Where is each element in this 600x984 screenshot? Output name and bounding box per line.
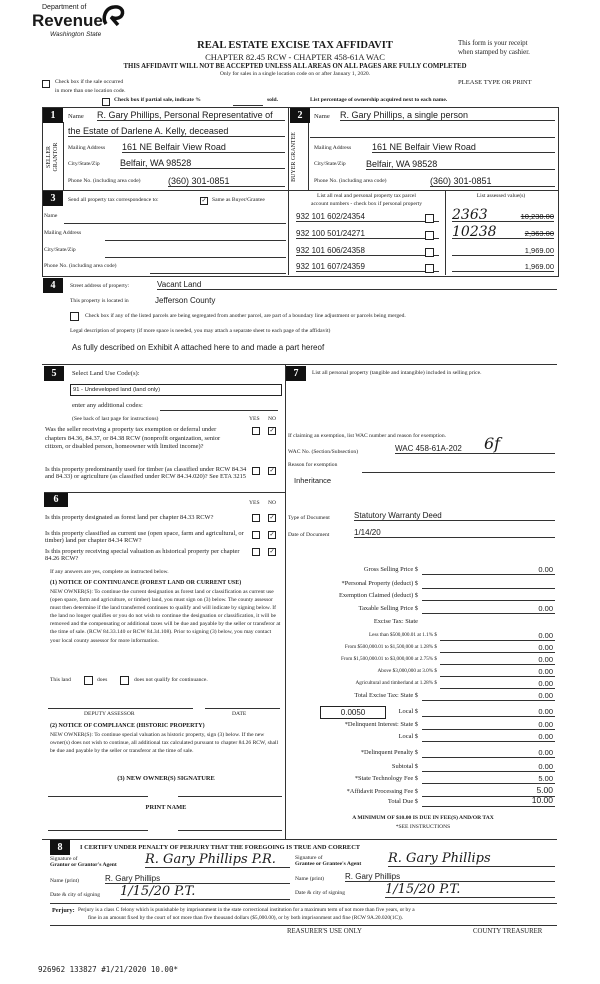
tax-row-value: 10.00 (531, 795, 553, 805)
logo-dept: Department of (42, 4, 87, 11)
s6-no-header: NO (268, 500, 277, 506)
segregated-label: Check box if any of the listed parcels are being segregated from another parcel, are part of a boundary line adjustment or parcels being merged. (85, 313, 406, 319)
correspondence-name-label: Name (44, 213, 58, 219)
buyer-name-label: Name (314, 113, 330, 120)
buyer-side-divider (308, 122, 309, 190)
legal-label: Legal description of property (if more space is needed, you may attach a separate sheet to each page of the affidavit) (70, 328, 331, 334)
grantor-signature-field[interactable]: R. Gary Phillips P.R. (145, 852, 290, 868)
tax-row-field[interactable] (422, 574, 555, 575)
tax-row-field[interactable] (440, 676, 555, 677)
assessed-header: List assessed value(s) (476, 193, 526, 199)
local-rate-value: 0.0050 (340, 708, 366, 717)
buyer-side-label: BUYER GRANTEE (291, 132, 297, 182)
correspondence-mail-field[interactable] (105, 240, 286, 241)
local-rate-box (320, 706, 386, 719)
grantor-date-label: Date & city of signing (50, 892, 101, 898)
notice-continuance-title: (1) NOTICE OF CONTINUANCE (FOREST LAND OR CURRENT USE) (50, 580, 242, 586)
tax-row-label: Agricultural and timberland at 1.28% $ (355, 680, 437, 686)
form-warning: THIS AFFIDAVIT WILL NOT BE ACCEPTED UNLESS ALL AREAS ON ALL PAGES ARE FULLY COMPLETED (123, 63, 467, 70)
parcel-number-field[interactable]: 932 101 606/24358 (296, 246, 439, 256)
section4-bottom-line (42, 364, 557, 365)
form-title: REAL ESTATE EXCISE TAX AFFIDAVIT (197, 40, 393, 51)
partial-sale-checkbox[interactable] (102, 98, 110, 106)
correspondence-phone-label: Phone No. (including area code) (44, 263, 117, 269)
assessed-value-field[interactable]: 10,238.00 (452, 212, 554, 222)
tax-row-value: 0.00 (538, 748, 553, 757)
deputy-assessor-label: DEPUTY ASSESSOR (84, 711, 135, 717)
tax-row-value: 0.00 (538, 691, 553, 700)
tax-row-field[interactable] (440, 664, 555, 665)
grantee-sig-label-1: Signature of (295, 855, 323, 861)
tax-row-value: 0.00 (538, 565, 553, 574)
buyer-name-field-2[interactable] (310, 126, 555, 138)
s6-question-3: Is this property receiving special valuation as historical property per chapter 84.26 RCW? (45, 548, 240, 562)
land-use-code-value: 91 - Undeveloped land (land only) (73, 387, 161, 393)
seller-mail-field[interactable]: 161 NE Belfair View Road (122, 142, 285, 153)
grantee-sig-label-2: Grantee or Grantee's Agent (295, 861, 362, 867)
tax-row-field[interactable] (422, 771, 555, 772)
assessed-value-field[interactable]: 2,363.00 (452, 229, 554, 239)
segregated-checkbox[interactable] (70, 312, 79, 321)
print-name-line-1[interactable] (48, 830, 148, 831)
parcel-header-2: account numbers - check box if personal property (310, 201, 423, 207)
tax-row-label: From $1,500,000.01 to $3,000,000 at 2.75% $ (341, 656, 437, 662)
tax-row-label: Excise Tax: State (373, 618, 418, 625)
land-use-code-select[interactable] (70, 384, 282, 396)
s6-q1-no-checkbox[interactable]: ✓ (269, 515, 275, 521)
grantee-name-label: Name (print) (295, 876, 325, 882)
same-as-buyer-label: Same as Buyer/Grantee (212, 197, 265, 203)
doc-date-label: Date of Document (288, 532, 330, 538)
personal-property-checkbox[interactable] (425, 248, 434, 257)
tax-row-label: *State Technology Fee $ (354, 775, 418, 782)
buyer-city-label: City/State/Zip (314, 161, 346, 167)
send-correspondence-label: Send all property tax correspondence to: (68, 197, 159, 203)
sold-label: sold. (267, 97, 279, 103)
correspondence-city-field[interactable] (105, 257, 286, 258)
s5-q2-yes-checkbox[interactable] (252, 467, 260, 475)
see-instructions: *SEE INSTRUCTIONS (395, 824, 451, 830)
tax-row-value: 0.00 (538, 707, 553, 716)
s6-q2-no-checkbox[interactable]: ✓ (269, 532, 275, 538)
does-not-qualify-checkbox[interactable] (120, 676, 129, 685)
treasurer-use-only: REASURER'S USE ONLY (287, 928, 362, 935)
buyer-mail-field[interactable]: 161 NE Belfair View Road (372, 142, 555, 153)
tax-row-value: 0.00 (538, 667, 553, 676)
tax-row-label: *Delinquent Penalty $ (360, 749, 418, 756)
tax-row-field[interactable] (422, 806, 555, 807)
seller-mail-label: Mailing Address (68, 145, 106, 151)
personal-property-checkbox[interactable] (425, 214, 434, 223)
tax-row-field[interactable] (422, 716, 555, 717)
correspondence-phone-field[interactable] (150, 273, 286, 274)
additional-codes-label: enter any additional codes: (72, 402, 143, 409)
perjury-text-2: fine in an amount fixed by the court of not more than five thousand dollars ($5,000.00), or by both imprisonment and fine (RCW 9A.20.020(1C)). (88, 915, 404, 921)
perjury-text-1: Perjury is a class C felony which is punishable by imprisonment in the state correctional institution for a maximum term of not more than five years, or by a (78, 907, 415, 913)
tax-row-field[interactable] (422, 729, 555, 730)
tax-row-field[interactable] (422, 741, 555, 742)
section-7-number: 7 (286, 366, 306, 381)
same-as-buyer-checkbox[interactable]: ✓ (201, 198, 207, 204)
this-land-label: This land (50, 677, 71, 683)
tax-row-label: Taxable Selling Price $ (358, 605, 418, 612)
seller-side-divider (63, 122, 64, 190)
tax-row-label: Local $ (398, 733, 418, 740)
cashier-stamp: 926962 133827 #1/21/2020 10.00* (38, 965, 178, 974)
buyer-mail-label: Mailing Address (314, 145, 352, 151)
perjury-label: Perjury: (52, 907, 75, 914)
additional-codes-field[interactable] (160, 410, 278, 411)
personal-property-label: List all personal property (tangible and intangible) included in selling price. (312, 370, 482, 376)
new-owner-signature-line-1[interactable] (48, 796, 148, 797)
seller-side-label: SELLER GRANTOR (46, 142, 59, 172)
tax-row-label: Gross Selling Price $ (363, 566, 418, 573)
s6-q3-no-checkbox[interactable]: ✓ (269, 549, 275, 555)
land-use-label: Select Land Use Code(s): (72, 370, 140, 377)
notice-compliance-body: NEW OWNER(S): To continue special valuation as historic property, sign (3) below. If the new owner(s) does not wish to continue, all additional tax calculated pursuant to chapter 84.26 RCW, shall be due and payable by the seller or transferor at the time of sale. (50, 732, 279, 755)
print-name-line-2[interactable] (178, 830, 282, 831)
county-treasurer: COUNTY TREASURER (473, 928, 543, 935)
tax-row-value: 0.00 (538, 762, 553, 771)
notice-compliance-title: (2) NOTICE OF COMPLIANCE (HISTORIC PROPERTY) (50, 723, 205, 729)
s6-question-1: Is this property designated as forest land per chapter 84.33 RCW? (45, 514, 214, 521)
section-2-number: 2 (290, 108, 310, 123)
certify-statement: I CERTIFY UNDER PENALTY OF PERJURY THAT THE FOREGOING IS TRUE AND CORRECT (80, 844, 361, 851)
tax-row-label: From $500,000.01 to $1,500,000 at 1.28% $ (344, 644, 437, 650)
tax-row-label: Total Excise Tax: State $ (354, 692, 418, 699)
tax-row-value: 0.00 (538, 655, 553, 664)
perjury-top-line (50, 903, 557, 904)
section-1-number: 1 (43, 108, 63, 123)
assessed-value-field[interactable]: 1,969.00 (452, 246, 554, 256)
s5-yes-header: YES (249, 416, 260, 422)
if-any-yes: If any answers are yes, complete as instructed below. (50, 569, 169, 575)
form-chapter: CHAPTER 82.45 RCW - CHAPTER 458-61A WAC (205, 52, 385, 62)
grantor-sig-label-2: Grantor or Grantor's Agent (50, 862, 117, 868)
tax-row-label: Exemption Claimed (deduct) $ (339, 592, 418, 599)
column-divider (288, 107, 289, 275)
logo (32, 4, 136, 44)
grantor-date-field[interactable]: 1/15/20 P.T. (120, 884, 290, 900)
section-4-number: 4 (43, 278, 63, 293)
seller-name-field-2[interactable]: the Estate of Darlene A. Kelly, deceased (68, 126, 285, 137)
assessor-date-line[interactable] (205, 708, 280, 709)
section3-top-line (42, 190, 558, 191)
parcel-number-field[interactable]: 932 100 501/24271 (296, 229, 439, 239)
does-label: does (97, 677, 108, 683)
section-8-number: 8 (50, 840, 70, 855)
s6-q2-yes-checkbox[interactable] (252, 531, 260, 539)
new-owner-signature-label: (3) NEW OWNER(S) SIGNATURE (117, 775, 215, 782)
tax-row-field[interactable] (422, 600, 555, 601)
seller-city-label: City/State/Zip (68, 161, 100, 167)
revenue-logo-icon (100, 4, 126, 28)
multi-location-label-2: in more than one location code. (55, 88, 126, 94)
print-name-label: PRINT NAME (145, 804, 187, 811)
correspondence-name-field[interactable] (64, 223, 286, 224)
seller-name-field[interactable]: R. Gary Phillips, Personal Representative of (97, 110, 285, 121)
wac-field[interactable]: WAC 458-61A-202 (395, 444, 555, 454)
notice-continuance-body: NEW OWNER(S): To continue the current designation as forest land or classification as current use (open space, farm and agriculture, or timber) land, you must sign on (3) below. The county assessor must then determine if the land transferred continues to qualify and will indicate by signing below. If the land no longer qualifies or you do not wish to continue the designation or classification, it will be removed and the compensating or additional taxes will be due and payable by the seller or transferor at the time of sale. (RCW 84.33.140 or RCW 84.34.108). Prior to signing (3) below, you may contact your local county assessor for more information. (50, 589, 281, 644)
seller-name-label: Name (68, 113, 84, 120)
street-label: Street address of property: (70, 283, 130, 289)
tax-row-field[interactable] (440, 652, 555, 653)
does-qualify-checkbox[interactable] (84, 676, 93, 685)
tax-row-label: Above $3,000,000 at 3.0% $ (377, 668, 437, 674)
assessed-divider (445, 190, 446, 275)
s5-q1-yes-checkbox[interactable] (252, 427, 260, 435)
tax-row-field[interactable] (422, 700, 555, 701)
tax-row-label: *Delinquent Interest: State $ (344, 721, 418, 728)
s5-q1-no-checkbox[interactable]: ✓ (269, 428, 275, 434)
partial-percent-field[interactable] (233, 105, 263, 106)
parcel-number-field[interactable]: 932 101 602/24354 (296, 212, 439, 222)
doc-type-field[interactable]: Statutory Warranty Deed (354, 511, 555, 521)
correspondence-mail-label: Mailing Address (44, 230, 82, 236)
tax-row-value: 0.00 (538, 643, 553, 652)
assessed-value-correction: 10238 (452, 224, 497, 240)
section-6-number: 6 (44, 492, 68, 507)
lower-divider (285, 365, 286, 839)
s6-question-2: Is this property classified as current use (open space, farm and agricultural, or timber) land per chapter 84.34 RCW? (45, 530, 244, 544)
section8-top-line (42, 839, 557, 840)
doc-type-label: Type of Document (288, 515, 330, 521)
s5-question-2: Is this property predominantly used for timber (as classified under RCW 84.34 and 84.33) or agriculture (as classified under RCW 84.34.020)? See ETA 3215 (45, 466, 247, 481)
seller-phone-label: Phone No. (including area code) (68, 178, 141, 184)
parcel-header-1: List all real and personal property tax parcel (317, 193, 416, 199)
receipt-note-2: when stamped by cashier. (458, 48, 530, 56)
tax-row-field[interactable] (422, 613, 555, 614)
personal-property-checkbox[interactable] (425, 264, 434, 273)
partial-sale-label: Check box if partial sale, indicate % (114, 97, 201, 103)
legal-description-field[interactable]: As fully described on Exhibit A attached here to and made a part hereof (72, 343, 325, 352)
tax-row-value: 0.00 (538, 732, 553, 741)
tax-row-field[interactable] (440, 688, 555, 689)
grantor-name-label: Name (print) (50, 878, 80, 884)
section-3-number: 3 (43, 191, 63, 206)
wac-label: WAC No. (Section/Subsection) (288, 449, 359, 455)
reason-field[interactable]: Inheritance (294, 476, 332, 485)
tax-row-value: 0.00 (538, 631, 553, 640)
s5-no-header: NO (268, 416, 277, 422)
seller-city-field[interactable]: Belfair, WA 98528 (120, 158, 285, 169)
logo-state: Washington State (50, 31, 102, 38)
tax-row-value: 0.00 (538, 679, 553, 688)
section-5-number: 5 (44, 366, 64, 381)
reason-line[interactable] (362, 472, 555, 473)
list-percentage: List percentage of ownership acquired next to each name. (310, 97, 448, 103)
street-field[interactable]: Vacant Land (157, 280, 557, 290)
deputy-assessor-line[interactable] (48, 708, 193, 709)
grantee-date-field[interactable]: 1/15/20 P.T. (385, 882, 555, 898)
s6-q3-yes-checkbox[interactable] (252, 548, 260, 556)
grantee-name-field[interactable]: R. Gary Phillips (345, 872, 555, 882)
tax-row-value: 0.00 (538, 720, 553, 729)
tax-row-field[interactable] (422, 783, 555, 784)
grantee-date-label: Date & city of signing (295, 890, 346, 896)
tax-row-value: 0.00 (538, 604, 553, 613)
tax-row-label: Subtotal $ (391, 763, 418, 770)
located-field[interactable]: Jefferson County (155, 296, 216, 305)
tax-row-label: *Personal Property (deduct) $ (341, 580, 418, 587)
s6-yes-header: YES (249, 500, 260, 506)
tax-row-value: 5.00 (536, 785, 553, 795)
tax-row-field[interactable] (440, 640, 555, 641)
multi-location-label: Check box if the sale occurred (55, 79, 124, 85)
buyer-name-field[interactable]: R. Gary Phillips, a single person (340, 110, 555, 121)
grantor-sig-label-1: Signature of (50, 856, 78, 862)
exemption-label: If claiming an exemption, list WAC number and reason for exemption. (288, 433, 447, 439)
tax-row-value: 5.00 (538, 774, 553, 783)
located-label: This property is located in (70, 298, 129, 304)
perjury-bottom-line (50, 925, 557, 926)
see-back-note: (See back of last page for instructions) (72, 416, 159, 422)
buyer-phone-label: Phone No. (including area code) (314, 178, 387, 184)
s6-q1-yes-checkbox[interactable] (252, 514, 260, 522)
grantee-signature-field[interactable]: R. Gary Phillips (388, 851, 555, 867)
please-type: PLEASE TYPE OR PRINT (458, 79, 532, 86)
section6-top-line (44, 492, 285, 493)
minimum-due-note: A MINIMUM OF $10.00 IS DUE IN FEE(S) AND/OR TAX (352, 815, 494, 821)
s5-question-1: Was the seller receiving a property tax exemption or deferral under chapters 84.36, 84.37, or 84.38 RCW (nonprofit organization, senior citizen, or disabled person, homeowner with limited income)? (45, 426, 221, 451)
only-for: Only for sales in a single location code on or after January 1, 2020. (219, 71, 371, 77)
buyer-phone-field[interactable]: (360) 301-0851 (430, 176, 555, 187)
buyer-city-field[interactable]: Belfair, WA 98528 (366, 159, 555, 170)
receipt-note-1: This form is your receipt (458, 39, 528, 47)
reason-label: Reason for exemption (288, 462, 338, 468)
tax-row-label: Less than $500,000.01 at 1.1% $ (368, 632, 437, 638)
assessed-value-correction: 2363 (452, 207, 488, 223)
new-owner-signature-line-2[interactable] (178, 796, 282, 797)
assessed-value-field[interactable]: 1,969.00 (452, 262, 554, 272)
s5-q2-no-checkbox[interactable]: ✓ (269, 468, 275, 474)
personal-property-checkbox[interactable] (425, 231, 434, 240)
does-not-label: does not qualify for continuance. (134, 677, 208, 683)
tax-row-field[interactable] (422, 588, 555, 589)
doc-date-field[interactable]: 1/14/20 (354, 528, 555, 538)
grantor-name-field[interactable]: R. Gary Phillips (105, 874, 290, 884)
seller-phone-field[interactable]: (360) 301-0851 (168, 176, 285, 187)
tax-row-label: Total Due $ (387, 798, 418, 805)
wac-handwritten: 6f (484, 434, 501, 453)
parcel-number-field[interactable]: 932 101 607/24359 (296, 262, 439, 272)
correspondence-city-label: City/State/Zip (44, 247, 76, 253)
assessor-date-label: DATE (232, 711, 247, 717)
tax-row-field[interactable] (422, 757, 555, 758)
logo-name: Revenue (32, 11, 103, 30)
tax-row-label: *Affidavit Processing Fee $ (346, 788, 418, 795)
multi-location-checkbox[interactable] (42, 80, 50, 88)
tax-row-label: Local $ (398, 708, 418, 715)
